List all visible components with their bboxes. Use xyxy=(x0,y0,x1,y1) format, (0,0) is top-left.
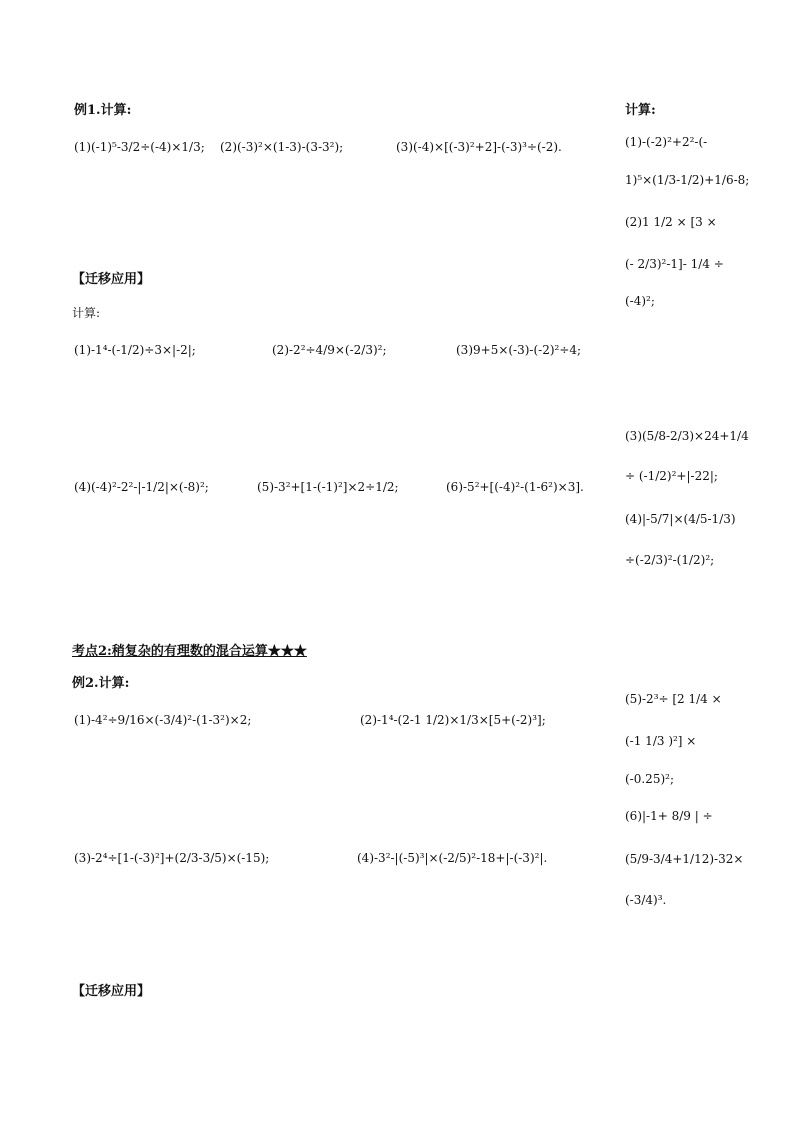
right-line: (-4)²; xyxy=(625,294,655,308)
ex1-problem-2: (2)(-3)²×(1-3)-(3-3²); xyxy=(220,140,344,154)
transfer-heading-2: 【迁移应用】 xyxy=(72,984,151,999)
right-line: (-3/4)³. xyxy=(625,893,667,907)
example1-heading: 例1.计算: xyxy=(74,103,132,118)
transfer-problem-2: (2)-2²÷4/9×(-2/3)²; xyxy=(272,343,387,357)
right-line: ÷(-2/3)²-(1/2)²; xyxy=(625,553,715,567)
right-line: (5)-2³÷ [2 1/4 × xyxy=(625,692,722,706)
right-line: (2)1 1/2 × [3 × xyxy=(625,215,717,229)
right-line: (-1 1/3 )²] × xyxy=(625,734,697,748)
keypoint2-title: 考点2:稍复杂的有理数的混合运算 xyxy=(72,644,268,659)
transfer-problem-3: (3)9+5×(-3)-(-2)²÷4; xyxy=(456,343,582,357)
transfer-heading-1: 【迁移应用】 xyxy=(72,272,151,287)
transfer-problem-6: (6)-5²+[(-4)²-(1-6²)×3]. xyxy=(446,480,584,494)
calc-label: 计算: xyxy=(72,306,101,320)
right-calc-label: 计算: xyxy=(625,103,656,118)
right-line: ÷ (-1/2)²+|-22|; xyxy=(625,469,718,483)
right-line: (5/9-3/4+1/12)-32× xyxy=(625,852,744,866)
right-line: (- 2/3)²-1]- 1/4 ÷ xyxy=(625,257,724,271)
right-line: (6)|-1+ 8/9 | ÷ xyxy=(625,809,713,823)
ex2-problem-4: (4)-3²-|(-5)³|×(-2/5)²-18+|-(-3)²|. xyxy=(357,851,548,865)
ex2-problem-3: (3)-2⁴÷[1-(-3)²]+(2/3-3/5)×(-15); xyxy=(74,851,270,865)
ex1-problem-1: (1)(-1)⁵-3/2÷(-4)×1/3; xyxy=(74,140,205,154)
ex2-problem-1: (1)-4²÷9/16×(-3/4)²-(1-3²)×2; xyxy=(74,713,252,727)
right-line: (-0.25)²; xyxy=(625,772,674,786)
transfer-problem-4: (4)(-4)²-2²-|-1/2|×(-8)²; xyxy=(74,480,209,494)
right-line: (3)(5/8-2/3)×24+1/4 xyxy=(625,429,749,443)
right-line: (4)|-5/7|×(4/5-1/3) xyxy=(625,512,736,526)
example2-heading: 例2.计算: xyxy=(72,676,130,691)
ex2-problem-2: (2)-1⁴-(2-1 1/2)×1/3×[5+(-2)³]; xyxy=(360,713,546,727)
ex1-problem-3: (3)(-4)×[(-3)²+2]-(-3)³÷(-2). xyxy=(396,140,562,154)
keypoint2-heading xyxy=(72,645,307,658)
right-line: (1)-(-2)²+2²-(- xyxy=(625,135,708,149)
transfer-problem-5: (5)-3²+[1-(-1)²]×2÷1/2; xyxy=(257,480,399,494)
star-icon: ★★★ xyxy=(267,644,307,659)
right-line: 1)⁵×(1/3-1/2)+1/6-8; xyxy=(625,173,750,187)
transfer-problem-1: (1)-1⁴-(-1/2)÷3×|-2|; xyxy=(74,343,196,357)
